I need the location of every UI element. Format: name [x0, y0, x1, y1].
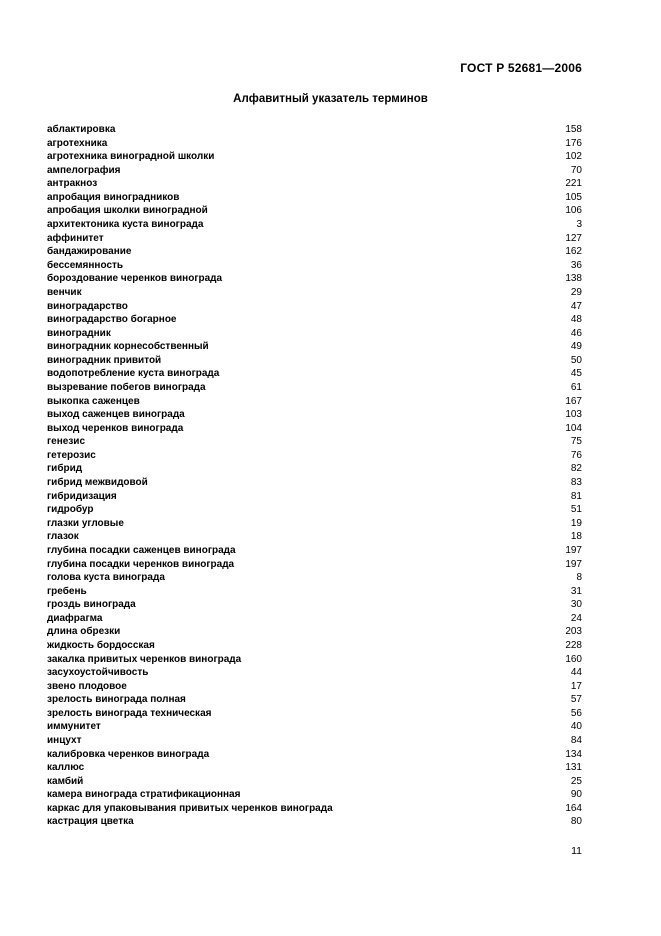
term-row [47, 354, 582, 368]
term-row [47, 245, 582, 259]
term-row [47, 544, 582, 558]
term-number: 105 [565, 191, 582, 203]
term-row [47, 707, 582, 721]
term-row [47, 313, 582, 327]
term-row [47, 435, 582, 449]
term-row [47, 802, 582, 816]
term-row [47, 476, 582, 490]
term-label: генезис [47, 436, 86, 448]
term-label: виноградарство [47, 300, 128, 312]
term-number: 50 [570, 354, 582, 366]
term-row [47, 408, 582, 422]
term-label: гроздь винограда [47, 599, 136, 611]
term-label: зрелость винограда техническая [47, 707, 212, 719]
term-number: 158 [565, 124, 582, 135]
term-number: 167 [565, 395, 582, 407]
term-number: 134 [565, 748, 582, 760]
term-row [47, 381, 582, 395]
term-number: 8 [576, 572, 582, 584]
term-row [47, 286, 582, 300]
term-label: бессемянность [47, 259, 124, 271]
term-row [47, 503, 582, 517]
term-row [47, 490, 582, 504]
term-row [47, 449, 582, 463]
term-row [47, 625, 582, 639]
term-number: 102 [565, 151, 582, 163]
term-label: инцухт [47, 735, 82, 747]
term-label: гибридизация [47, 490, 117, 502]
term-label: закалка привитых черенков винограда [47, 653, 242, 665]
term-row [47, 422, 582, 436]
term-label: звено плодовое [47, 680, 127, 692]
index-title: Алфавитный указатель терминов [233, 93, 428, 105]
term-row [47, 204, 582, 218]
term-row [47, 748, 582, 762]
term-number: 90 [570, 789, 582, 801]
term-row [47, 259, 582, 273]
term-label: венчик [47, 286, 82, 298]
term-label: гребень [47, 585, 87, 597]
document-code: ГОСТ Р 52681—2006 [460, 61, 582, 75]
term-row [47, 191, 582, 205]
term-row [47, 150, 582, 164]
term-number: 3 [576, 219, 582, 231]
term-number: 40 [570, 721, 582, 733]
term-number: 76 [570, 449, 582, 461]
term-label: ампелография [47, 164, 121, 176]
term-number: 30 [570, 599, 582, 611]
term-number: 45 [570, 368, 582, 380]
term-label: вызревание побегов винограда [47, 381, 206, 393]
term-label: апробация школки виноградной [47, 205, 208, 217]
term-label: глазки угловые [47, 517, 124, 529]
term-number: 24 [570, 612, 582, 624]
term-row [47, 218, 582, 232]
term-number: 48 [570, 314, 582, 326]
term-number: 51 [570, 504, 582, 516]
term-label: засухоустойчивость [47, 667, 149, 679]
term-number: 127 [565, 232, 582, 244]
term-row [47, 530, 582, 544]
term-label: архитектоника куста винограда [47, 219, 204, 231]
term-number: 18 [570, 531, 582, 543]
term-row [47, 585, 582, 599]
term-number: 164 [565, 802, 582, 814]
term-number: 81 [570, 490, 582, 502]
term-label: виноградник корнесобственный [47, 341, 209, 353]
term-number: 131 [565, 762, 582, 774]
term-label: водопотребление куста винограда [47, 368, 220, 380]
term-label: гетерозис [47, 449, 96, 461]
term-number: 203 [565, 626, 582, 638]
term-label: голова куста винограда [47, 572, 165, 584]
page-number: 11 [571, 845, 582, 857]
term-label: бороздование черенков винограда [47, 273, 223, 285]
term-label: иммунитет [47, 721, 101, 733]
term-label: камера винограда стратификационная [47, 789, 241, 801]
term-number: 84 [570, 735, 582, 747]
term-label: зрелость винограда полная [47, 694, 186, 706]
term-row [47, 815, 582, 829]
term-label: калибровка черенков винограда [47, 748, 210, 760]
term-label: аффинитет [47, 232, 104, 244]
term-row [47, 598, 582, 612]
term-label: антракноз [47, 178, 98, 190]
term-row [47, 300, 582, 314]
term-number: 70 [570, 164, 582, 176]
term-number: 160 [565, 653, 582, 665]
term-number: 19 [570, 517, 582, 529]
term-number: 56 [570, 707, 582, 719]
term-number: 75 [570, 436, 582, 448]
term-row [47, 693, 582, 707]
term-row [47, 666, 582, 680]
term-row [47, 462, 582, 476]
term-row [47, 395, 582, 409]
term-row [47, 367, 582, 381]
term-label: виноградник привитой [47, 354, 162, 366]
term-row [47, 775, 582, 789]
term-label: диафрагма [47, 612, 103, 624]
term-number: 228 [565, 639, 582, 651]
term-label: глазок [47, 531, 79, 543]
term-number: 104 [565, 422, 582, 434]
term-label: кастрация цветка [47, 816, 134, 828]
term-number: 31 [570, 585, 582, 597]
term-row [47, 137, 582, 151]
term-label: аблактировка [47, 124, 116, 135]
term-label: каллюс [47, 762, 85, 774]
term-label: глубина посадки саженцев винограда [47, 544, 236, 556]
term-row [47, 327, 582, 341]
term-label: выкопка саженцев [47, 395, 140, 407]
term-number: 47 [570, 300, 582, 312]
term-label: выход черенков винограда [47, 422, 184, 434]
term-number: 83 [570, 477, 582, 489]
term-row [47, 639, 582, 653]
term-number: 197 [565, 558, 582, 570]
term-label: выход саженцев винограда [47, 409, 185, 421]
term-number: 221 [565, 178, 582, 190]
term-number: 44 [570, 667, 582, 679]
term-row [47, 788, 582, 802]
term-label: бандажирование [47, 246, 132, 258]
term-row [47, 177, 582, 191]
term-number: 49 [570, 341, 582, 353]
term-label: агротехника [47, 137, 108, 149]
term-row [47, 612, 582, 626]
term-row [47, 720, 582, 734]
term-row [47, 571, 582, 585]
term-row [47, 761, 582, 775]
term-number: 197 [565, 544, 582, 556]
term-number: 176 [565, 137, 582, 149]
term-label: глубина посадки черенков винограда [47, 558, 235, 570]
term-row [47, 734, 582, 748]
term-label: апробация виноградников [47, 191, 180, 203]
term-row [47, 272, 582, 286]
term-number: 106 [565, 205, 582, 217]
term-row [47, 680, 582, 694]
term-row [47, 123, 582, 137]
term-label: агротехника виноградной школки [47, 151, 215, 163]
term-number: 17 [570, 680, 582, 692]
term-label: длина обрезки [47, 626, 121, 638]
term-number: 25 [570, 775, 582, 787]
term-number: 162 [565, 246, 582, 258]
term-label: каркас для упаковывания привитых черенков винограда [47, 802, 333, 814]
term-label: гидробур [47, 504, 94, 516]
term-number: 82 [570, 463, 582, 475]
term-label: жидкость бордосская [47, 639, 155, 651]
term-number: 46 [570, 327, 582, 339]
term-number: 80 [570, 816, 582, 828]
term-row [47, 340, 582, 354]
term-number: 29 [570, 286, 582, 298]
term-label: гибрид межвидовой [47, 477, 148, 489]
term-row [47, 164, 582, 178]
term-row [47, 517, 582, 531]
term-label: виноградарство богарное [47, 314, 177, 326]
term-number: 138 [565, 273, 582, 285]
term-label: камбий [47, 775, 84, 787]
term-row [47, 653, 582, 667]
term-row [47, 232, 582, 246]
term-number: 61 [570, 381, 582, 393]
term-number: 57 [570, 694, 582, 706]
term-row [47, 558, 582, 572]
term-label: гибрид [47, 463, 83, 475]
term-number: 36 [570, 259, 582, 271]
term-index-list [47, 123, 582, 829]
term-label: виноградник [47, 327, 111, 339]
term-number: 103 [565, 409, 582, 421]
